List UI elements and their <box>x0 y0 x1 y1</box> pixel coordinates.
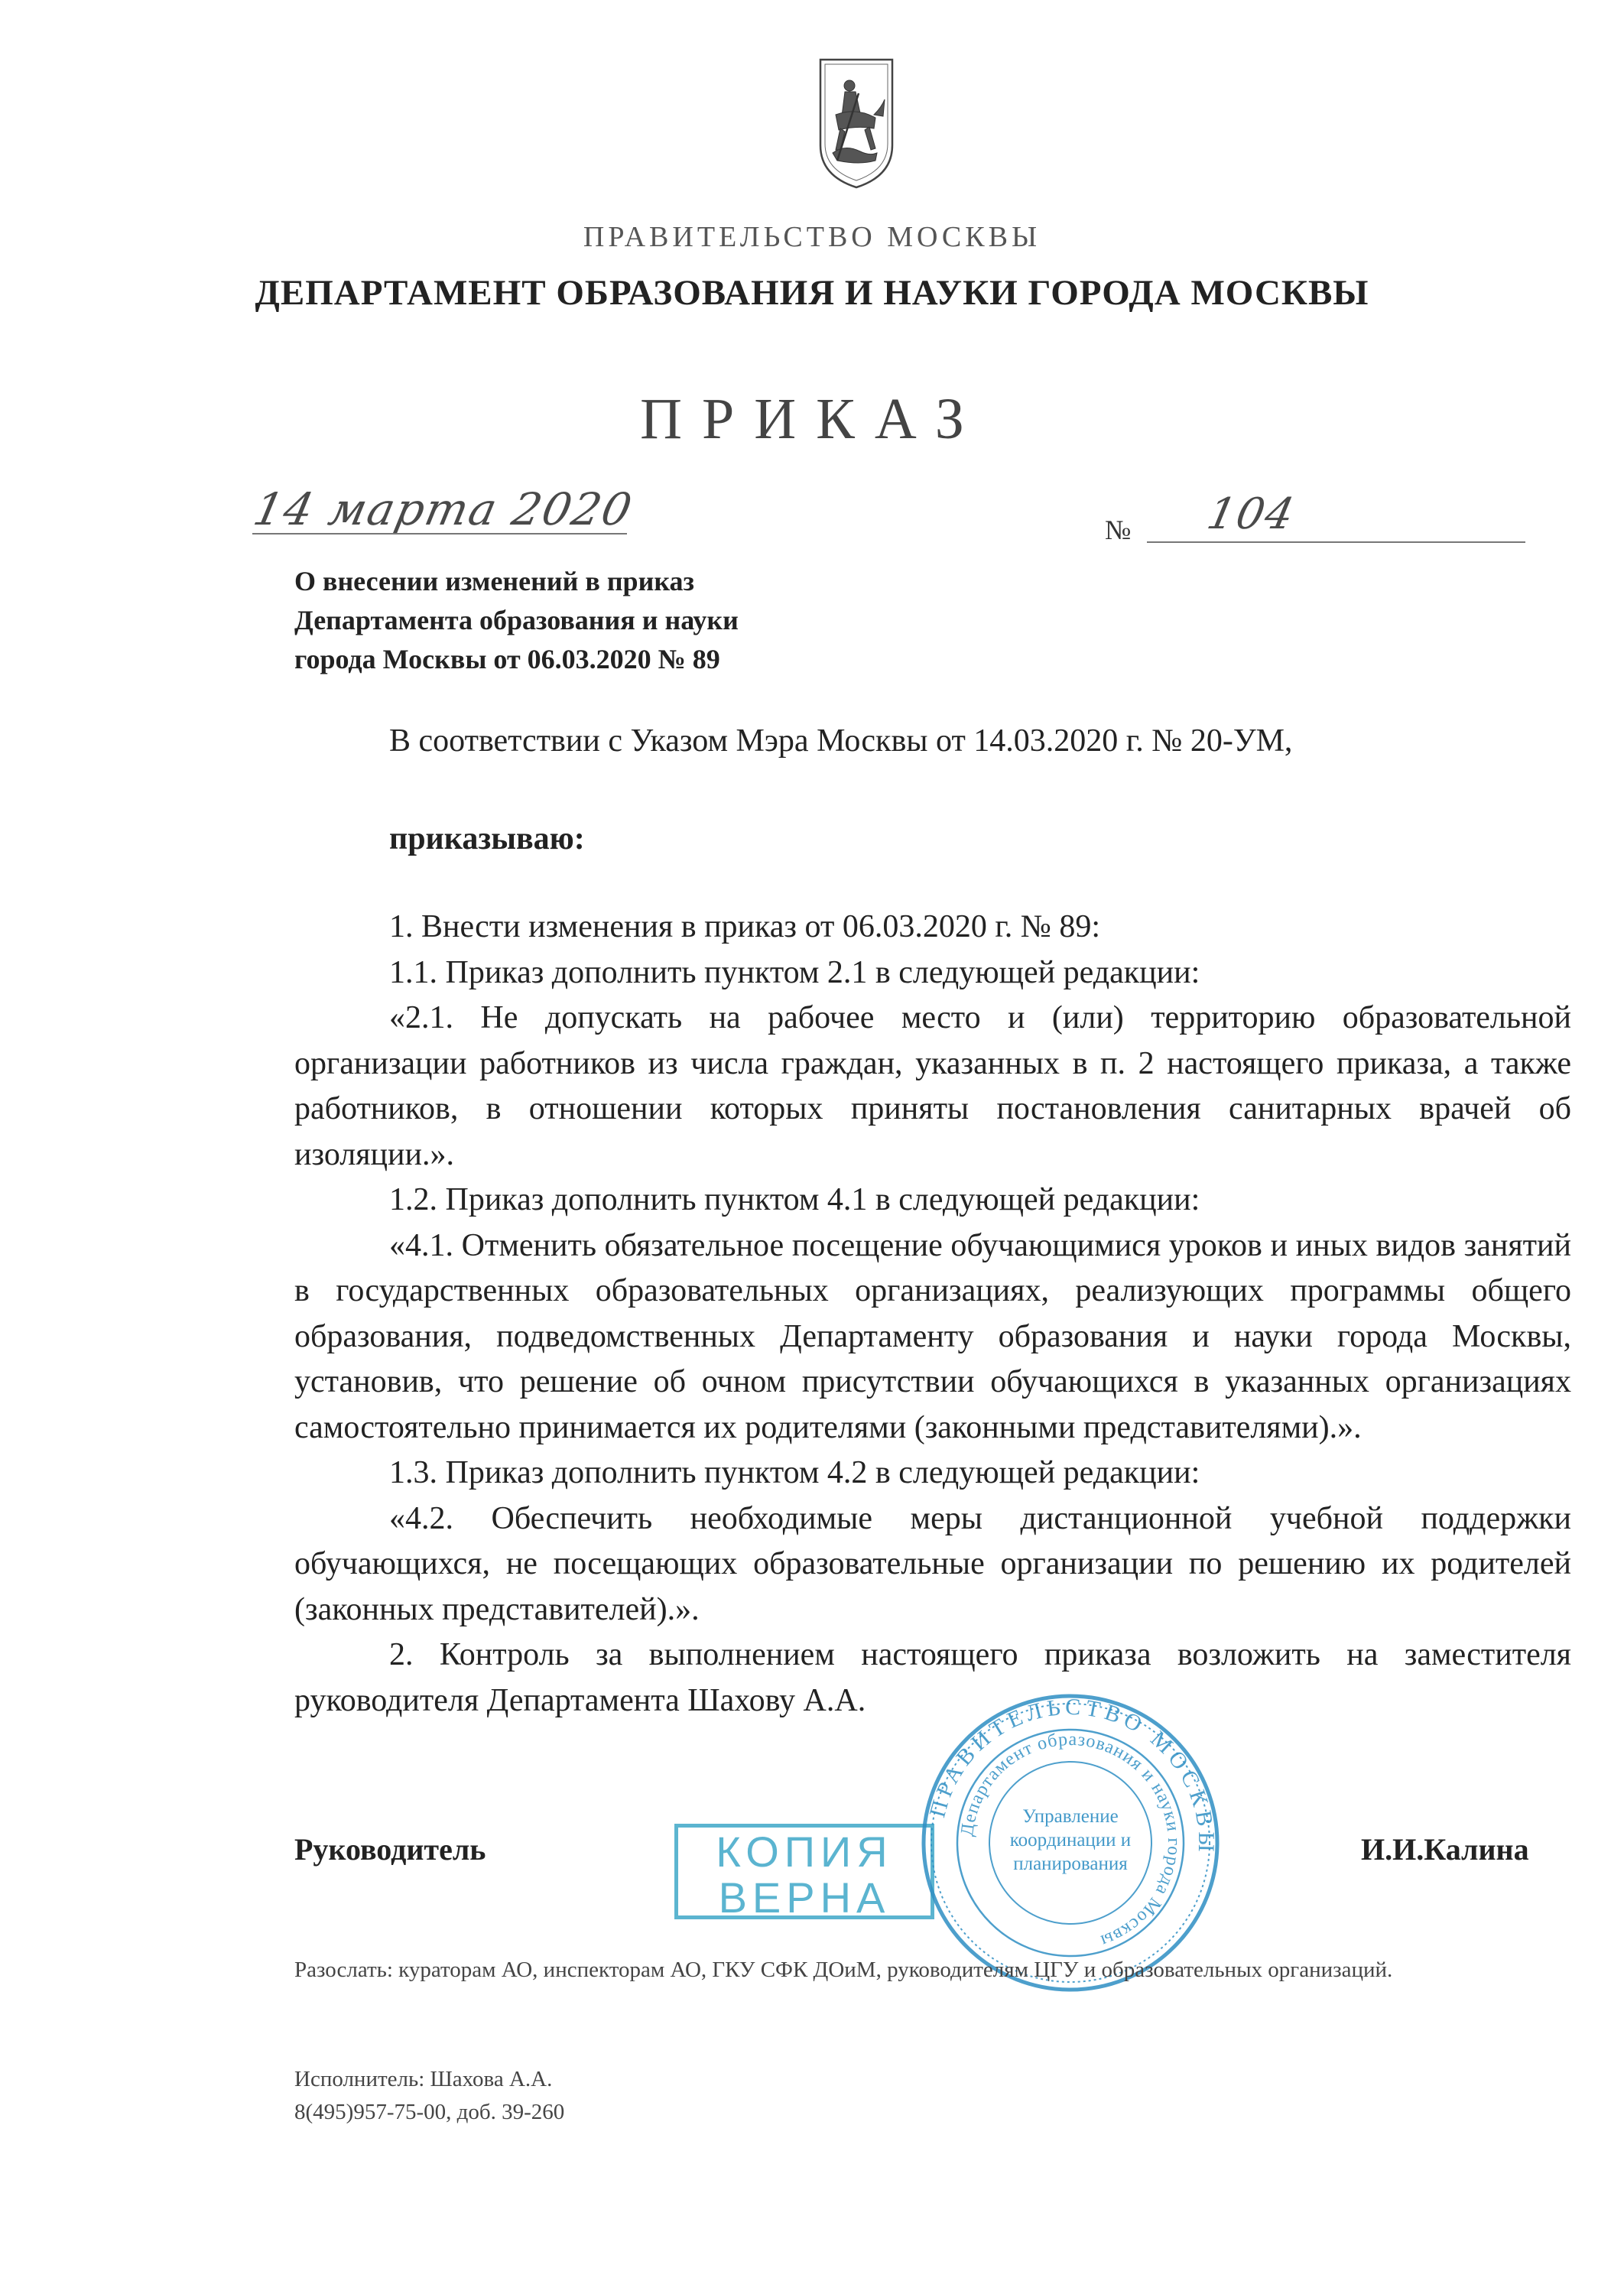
order-item: 1. Внести изменения в приказ от 06.03.2020 г. № 89: <box>389 909 1101 944</box>
order-item: «4.1. Отменить обязательное посещение обучающимися уроков и иных видов занятий в государственных образовательных организациях, реализующих программы общего образования, подведомственных Департаменту образования и науки города Москвы, установив, что решение об очном присутствии обучающихся в указанных организациях самостоятельно принимается их родителями (законными представителями).». <box>294 1227 1571 1445</box>
government-name: ПРАВИТЕЛЬСТВО МОСКВЫ <box>583 221 1041 253</box>
seal-outer-text: ПРАВИТЕЛЬСТВО МОСКВЫ <box>924 1694 1220 1857</box>
executor-name: Исполнитель: Шахова А.А. <box>294 2067 553 2091</box>
moscow-coat-of-arms-icon <box>814 54 898 191</box>
order-verb: приказываю: <box>389 821 585 856</box>
number-line <box>1147 541 1525 543</box>
order-item: «4.2. Обеспечить необходимые меры дистанционной учебной поддержки обучающихся, не посещающих образовательные организации по решению их родителей (законных представителей).». <box>294 1500 1571 1627</box>
executor-block <box>294 2063 564 2129</box>
handwritten-number: 104 <box>1203 489 1300 539</box>
subject-line: Департамента образования и науки <box>294 605 739 635</box>
stamp-line: КОПИЯ <box>716 1828 893 1876</box>
order-item: «2.1. Не допускать на рабочее место и (или) территорию образовательной организации работников из числа граждан, указанных в п. 2 настоящего приказа, а также работников, в отношении которых приняты постановления санитарных врачей об изоляции.». <box>294 1000 1571 1172</box>
preamble: В соответствии с Указом Мэра Москвы от 14.03.2020 г. № 20-УМ, <box>389 723 1293 759</box>
order-subject <box>294 562 739 679</box>
number-sign: № <box>1105 515 1132 545</box>
document-type-title: ПРИКАЗ <box>640 387 984 451</box>
order-item: 1.3. Приказ дополнить пунктом 4.2 в следующей редакции: <box>389 1455 1200 1490</box>
seal-center-text: Управление координации и планирования <box>1009 1806 1132 1874</box>
order-item: 2. Контроль за выполнением настоящего приказа возложить на заместителя руководителя Департамента Шахову А.А. <box>294 1637 1571 1718</box>
order-item: 1.2. Приказ дополнить пунктом 4.1 в следующей редакции: <box>389 1182 1200 1217</box>
signatory-name: И.И.Калина <box>1361 1832 1529 1867</box>
date-line <box>252 533 627 535</box>
order-items <box>294 905 1571 1724</box>
stamp-line: ВЕРНА <box>718 1873 891 1922</box>
distribution-list: Разослать: кураторам АО, инспекторам АО, ГКУ СФК ДОиМ, руководителям ЦГУ и образовательных организаций. <box>294 1958 1393 1982</box>
subject-line: города Москвы от 06.03.2020 № 89 <box>294 644 720 674</box>
signatory-title: Руководитель <box>294 1832 486 1867</box>
handwritten-date: 14 марта 2020 <box>248 483 638 535</box>
executor-phone: 8(495)957-75-00, доб. 39-260 <box>294 2100 565 2124</box>
copy-verified-stamp <box>674 1824 934 1922</box>
seal-ring-text: Департамент образования и науки города Москвы <box>957 1729 1184 1951</box>
subject-line: О внесении изменений в приказ <box>294 566 694 596</box>
department-seal-icon <box>918 1690 1223 1996</box>
order-item: 1.1. Приказ дополнить пунктом 2.1 в следующей редакции: <box>389 954 1200 990</box>
department-name: ДЕПАРТАМЕНТ ОБРАЗОВАНИЯ И НАУКИ ГОРОДА МОСКВЫ <box>255 273 1369 313</box>
